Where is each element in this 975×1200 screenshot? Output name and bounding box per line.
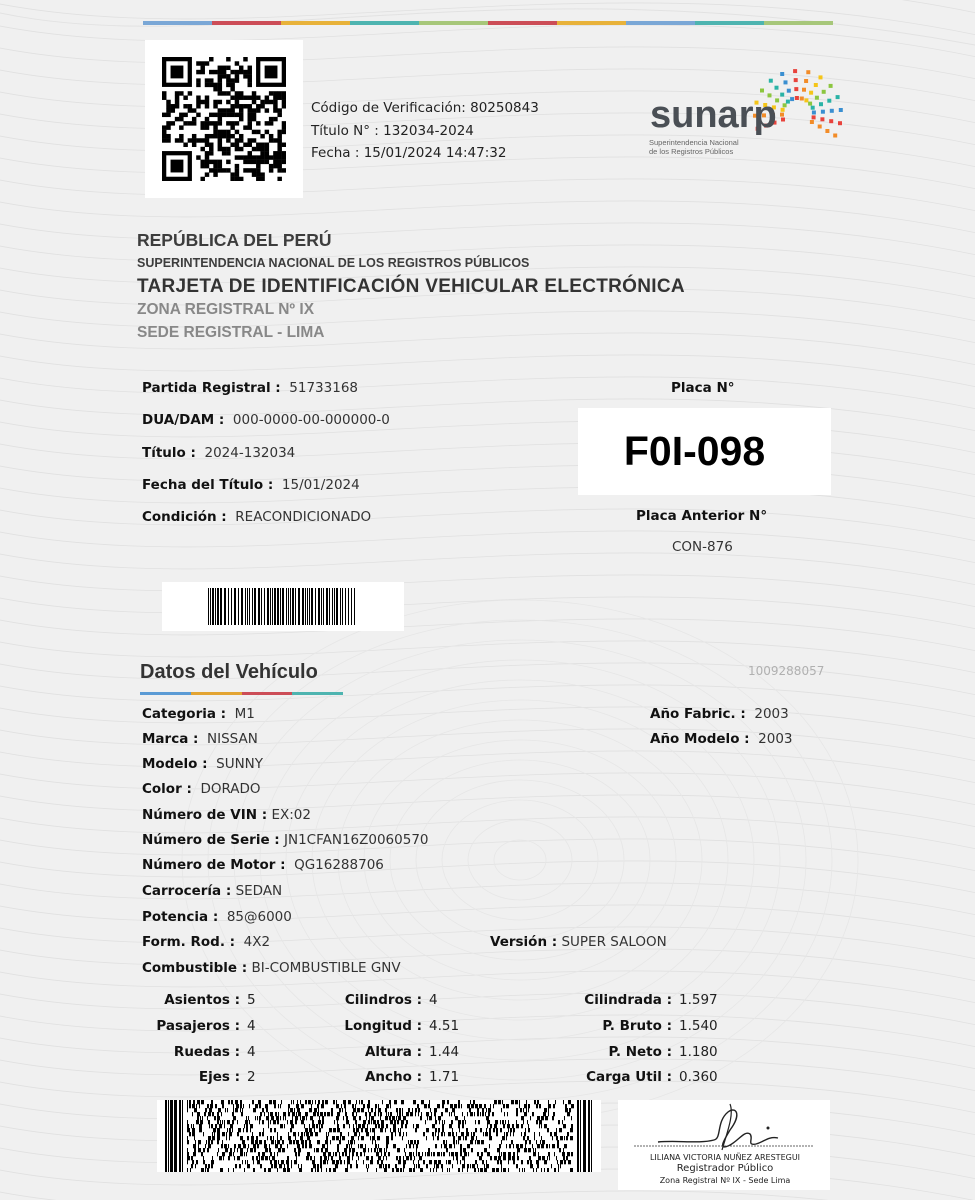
field-anio-fabric: Año Fabric. : 2003 <box>650 706 789 722</box>
header-tarjeta: TARJETA DE IDENTIFICACIÓN VEHICULAR ELECTRÓNICA <box>137 276 685 297</box>
header-zona: ZONA REGISTRAL Nº IX <box>137 301 315 318</box>
header-republica: REPÚBLICA DEL PERÚ <box>137 230 332 250</box>
spec-pbruto: 1.540 <box>679 1018 718 1034</box>
section-underline <box>140 692 343 695</box>
field-titulo: Título : 2024-132034 <box>142 445 296 461</box>
spec-altura: 1.44 <box>429 1044 460 1060</box>
spec-ancho: 1.71 <box>429 1069 460 1085</box>
spec-asientos-label: Asientos : <box>164 992 240 1008</box>
spec-pneto: 1.180 <box>679 1044 718 1060</box>
field-color: Color : DORADO <box>142 781 261 797</box>
field-anio-modelo: Año Modelo : 2003 <box>650 731 793 747</box>
registrar-name: LILIANA VICTORIA NUÑEZ ARESTEGUI <box>649 1153 801 1162</box>
plate-number: F0I-098 <box>623 428 766 474</box>
signature-icon <box>618 1100 830 1156</box>
field-combustible: Combustible : BI-COMBUSTIBLE GNV <box>142 960 401 976</box>
logo-wordmark: sunarp <box>650 94 777 136</box>
spec-cilindros: 4 <box>429 992 438 1008</box>
top-color-bar <box>143 21 833 25</box>
field-formrod: Form. Rod. : 4X2 <box>142 934 271 950</box>
registrar-signature <box>618 1100 830 1190</box>
spec-carga: 0.360 <box>679 1069 718 1085</box>
field-partida: Partida Registral : 51733168 <box>142 380 358 396</box>
registrar-role: Registrador Público <box>676 1163 774 1174</box>
field-motor: Número de Motor : QG16288706 <box>142 857 384 873</box>
header-sede: SEDE REGISTRAL - LIMA <box>137 324 325 341</box>
spec-ruedas: 4 <box>247 1044 256 1060</box>
verification-code: Código de Verificación: 80250843 <box>311 100 539 116</box>
qr-code <box>145 40 303 198</box>
spec-altura-label: Altura : <box>364 1044 422 1060</box>
verification-date: Fecha : 15/01/2024 14:47:32 <box>311 145 507 161</box>
spec-ruedas-label: Ruedas : <box>173 1044 240 1060</box>
field-modelo: Modelo : SUNNY <box>142 756 264 772</box>
spec-longitud-label: Longitud : <box>344 1018 422 1034</box>
spec-longitud: 4.51 <box>429 1018 460 1034</box>
spec-asientos: 5 <box>247 992 256 1008</box>
verification-block <box>311 97 539 165</box>
header-superintendencia: SUPERINTENDENCIA NACIONAL DE LOS REGISTROS PÚBLICOS <box>137 256 530 270</box>
spec-pbruto-label: P. Bruto : <box>602 1018 672 1034</box>
spec-pasajeros: 4 <box>247 1018 256 1034</box>
plate-box <box>578 408 831 495</box>
field-marca: Marca : NISSAN <box>142 731 258 747</box>
spec-pneto-label: P. Neto : <box>608 1044 672 1060</box>
plate-label: Placa N° <box>671 380 735 396</box>
field-potencia: Potencia : 85@6000 <box>142 909 292 925</box>
field-dua: DUA/DAM : 000-0000-00-000000-0 <box>142 412 390 428</box>
spec-pasajeros-label: Pasajeros : <box>156 1018 240 1034</box>
spec-ejes-label: Ejes : <box>198 1069 240 1085</box>
barcode <box>162 582 404 631</box>
spec-cilindros-label: Cilindros : <box>344 992 422 1008</box>
field-serie: Número de Serie : JN1CFAN16Z0060570 <box>142 832 429 848</box>
field-fecha-titulo: Fecha del Título : 15/01/2024 <box>142 477 360 493</box>
document-number: 1009288057 <box>748 664 825 678</box>
verification-title: Título N° : 132034-2024 <box>311 122 474 139</box>
field-vin: Número de VIN : EX:02 <box>142 807 311 823</box>
logo-subtitle: Superintendencia Nacional de los Registros Públicos <box>649 138 739 156</box>
sunarp-logo <box>646 56 846 176</box>
spec-cilindrada-label: Cilindrada : <box>584 992 672 1008</box>
spec-ejes: 2 <box>247 1069 256 1085</box>
previous-plate: CON-876 <box>672 539 733 555</box>
pdf417-barcode <box>157 1100 601 1172</box>
section-title-vehicle: Datos del Vehículo <box>140 661 318 683</box>
field-condicion: Condición : REACONDICIONADO <box>142 509 372 525</box>
spec-ancho-label: Ancho : <box>364 1069 422 1085</box>
spec-carga-label: Carga Util : <box>586 1069 672 1085</box>
previous-plate-label: Placa Anterior N° <box>636 508 768 524</box>
spec-cilindrada: 1.597 <box>679 992 718 1008</box>
field-version: Versión : SUPER SALOON <box>490 934 667 950</box>
registrar-zone: Zona Registral Nº IX - Sede Lima <box>659 1176 791 1185</box>
field-carroceria: Carrocería : SEDAN <box>142 883 283 899</box>
field-categoria: Categoria : M1 <box>142 706 255 722</box>
